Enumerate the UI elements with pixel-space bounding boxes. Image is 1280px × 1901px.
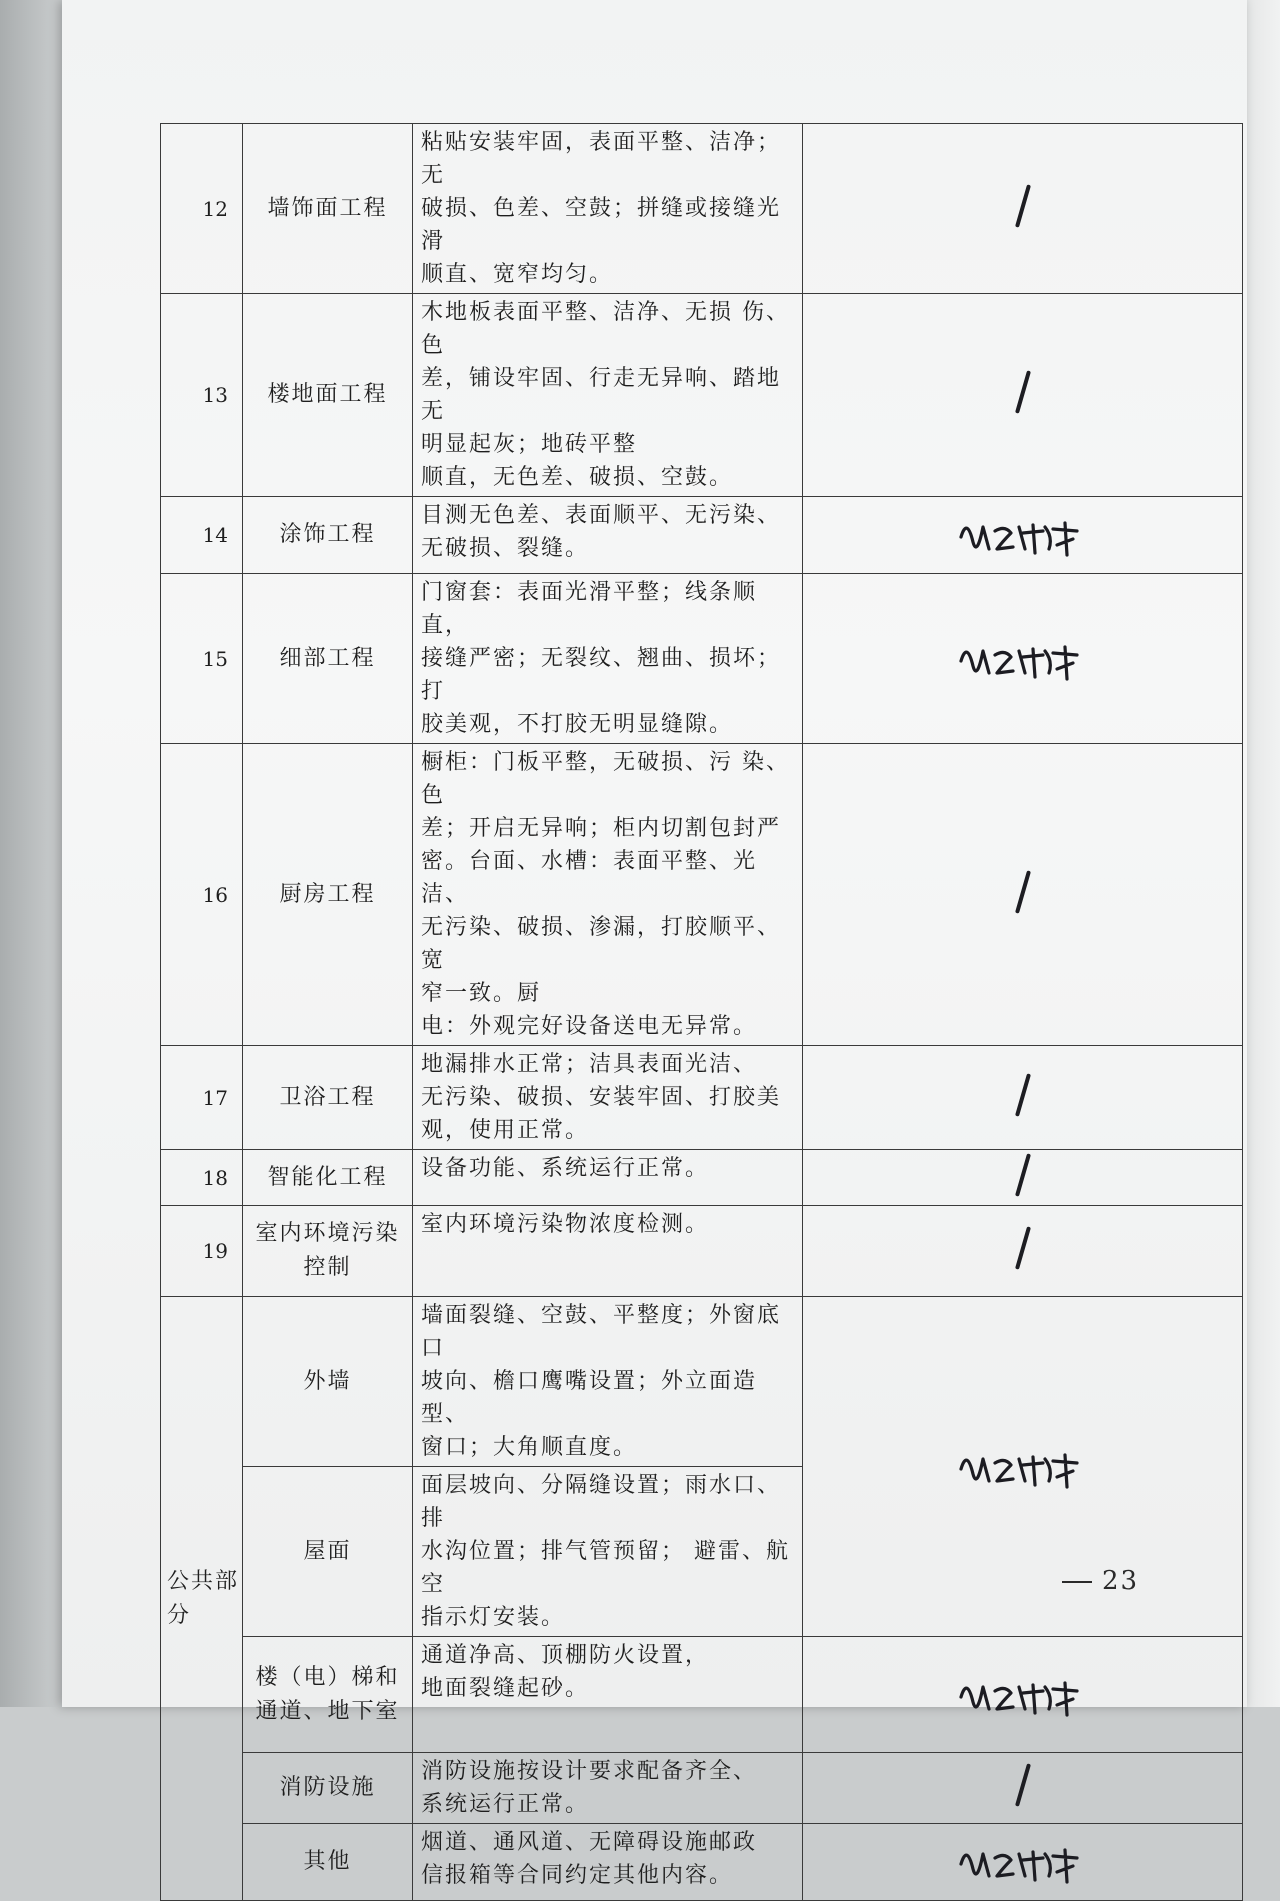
table-row [161, 1297, 1243, 1467]
result-cell [803, 1753, 1243, 1824]
item-requirement: 粘贴安装牢固，表面平整、洁净；无 破损、色差、空鼓；拼缝或接缝光滑 顺直、宽窄均匀。 [413, 124, 803, 294]
result-cell [803, 497, 1243, 574]
item-name: 涂饰工程 [243, 497, 413, 574]
item-requirement: 消防设施按设计要求配备齐全、 系统运行正常。 [413, 1753, 803, 1824]
row-number: 16 [161, 744, 243, 1046]
result-cell [803, 294, 1243, 497]
slash-mark [1015, 1763, 1031, 1806]
item-requirement: 橱柜：门板平整，无破损、污 染、色 差；开启无异响；柜内切割包封严 密。台面、水槽：表面平整、光洁、 无污染、破损、渗漏，打胶顺平、宽 窄一致。厨 电：外观完好设备送电无异常。 [413, 744, 803, 1046]
slash-mark [1015, 870, 1031, 913]
item-name: 卫浴工程 [243, 1046, 413, 1150]
item-name: 其他 [243, 1824, 413, 1901]
table-row [161, 124, 1243, 294]
slash-mark [1015, 370, 1031, 413]
slash-mark [1015, 1073, 1031, 1116]
item-name: 厨房工程 [243, 744, 413, 1046]
result-cell [803, 574, 1243, 744]
item-requirement: 烟道、通风道、无障碍设施邮政 信报箱等合同约定其他内容。 [413, 1824, 803, 1901]
result-cell [803, 1637, 1243, 1753]
page-number [1062, 1566, 1139, 1596]
row-number: 17 [161, 1046, 243, 1150]
table-row [161, 497, 1243, 574]
result-cell [803, 1046, 1243, 1150]
handwritten-signature [953, 1429, 1093, 1499]
table-row [161, 574, 1243, 744]
item-name: 细部工程 [243, 574, 413, 744]
slash-mark [1015, 1153, 1031, 1196]
item-name: 楼地面工程 [243, 294, 413, 497]
slash-mark [1015, 1226, 1031, 1269]
item-requirement: 墙面裂缝、空鼓、平整度；外窗底口 坡向、檐口鹰嘴设置；外立面造型、 窗口；大角顺直度。 [413, 1297, 803, 1467]
row-number: 19 [161, 1206, 243, 1297]
document-page [62, 0, 1247, 1888]
handwritten-signature [953, 621, 1093, 691]
row-number: 12 [161, 124, 243, 294]
table-row [161, 294, 1243, 497]
item-name: 外墙 [243, 1297, 413, 1467]
item-requirement: 通道净高、顶棚防火设置， 地面裂缝起砂。 [413, 1637, 803, 1753]
result-cell [803, 1206, 1243, 1297]
slash-mark [1015, 184, 1031, 227]
item-requirement: 地漏排水正常；洁具表面光洁、 无污染、破损、安装牢固、打胶美 观，使用正常。 [413, 1046, 803, 1150]
table-row [161, 1150, 1243, 1206]
table-row [161, 1637, 1243, 1753]
table-row [161, 1824, 1243, 1901]
result-cell [803, 744, 1243, 1046]
handwritten-signature [953, 1824, 1093, 1894]
item-name: 室内环境污染控制 [243, 1206, 413, 1297]
result-cell [803, 1297, 1243, 1637]
item-requirement: 门窗套：表面光滑平整；线条顺直， 接缝严密；无裂纹、翘曲、损坏；打 胶美观，不打胶无明显缝隙。 [413, 574, 803, 744]
inspection-table [160, 123, 1243, 1901]
table-row [161, 1753, 1243, 1824]
result-cell [803, 124, 1243, 294]
item-requirement: 室内环境污染物浓度检测。 [413, 1206, 803, 1297]
handwritten-signature [953, 497, 1093, 567]
row-number: 15 [161, 574, 243, 744]
public-section-label: 公共部分 [161, 1297, 243, 1901]
table-row [161, 1206, 1243, 1297]
item-name: 屋面 [243, 1467, 413, 1637]
table-row [161, 744, 1243, 1046]
item-requirement: 面层坡向、分隔缝设置；雨水口、排 水沟位置；排气管预留； 避雷、航空 指示灯安装。 [413, 1467, 803, 1637]
item-requirement: 设备功能、系统运行正常。 [413, 1150, 803, 1206]
background-left [0, 0, 70, 1707]
table-row [161, 1046, 1243, 1150]
result-cell [803, 1824, 1243, 1901]
page-number-value: 23 [1102, 1566, 1140, 1596]
item-name: 楼（电）梯和通道、地下室 [243, 1637, 413, 1753]
item-requirement: 木地板表面平整、洁净、无损 伤、色 差，铺设牢固、行走无异响、踏地无 明显起灰；地砖平整 顺直，无色差、破损、空鼓。 [413, 294, 803, 497]
result-cell [803, 1150, 1243, 1206]
item-name: 墙饰面工程 [243, 124, 413, 294]
row-number: 18 [161, 1150, 243, 1206]
item-name: 消防设施 [243, 1753, 413, 1824]
row-number: 14 [161, 497, 243, 574]
item-name: 智能化工程 [243, 1150, 413, 1206]
page-number-dash [1062, 1581, 1092, 1583]
handwritten-signature [953, 1657, 1093, 1727]
item-requirement: 目测无色差、表面顺平、无污染、 无破损、裂缝。 [413, 497, 803, 574]
row-number: 13 [161, 294, 243, 497]
